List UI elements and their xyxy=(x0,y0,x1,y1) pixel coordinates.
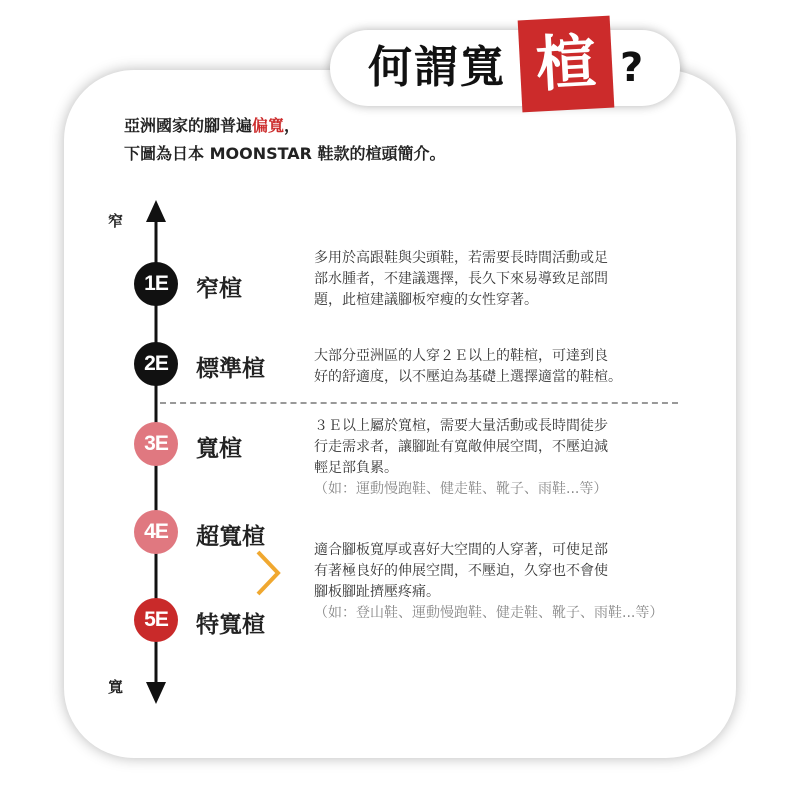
badge-3e: 3E xyxy=(134,422,178,466)
description-line: 大部分亞洲區的人穿２Ｅ以上的鞋楦，可達到良 xyxy=(314,348,608,364)
description-line: 腳板腳趾擠壓疼痛。 xyxy=(314,584,440,600)
page-title: 何謂寬 xyxy=(368,42,506,93)
title-question-mark: ? xyxy=(620,45,644,91)
badge-5e: 5E xyxy=(134,598,178,642)
description-1e xyxy=(314,248,674,311)
description-line: 題，此楦建議腳板窄瘦的女性穿著。 xyxy=(314,292,538,308)
intro-line1-suffix: ， xyxy=(284,116,301,135)
width-name-5e: 特寬楦 xyxy=(196,612,265,638)
width-name-2e: 標準楦 xyxy=(196,356,265,382)
intro-highlight: 偏寬 xyxy=(252,116,285,135)
badge-4e: 4E xyxy=(134,510,178,554)
badge-2e: 2E xyxy=(134,342,178,386)
axis-bottom-label: 寬 xyxy=(108,678,124,696)
description-line: 有著極良好的伸展空間，不壓迫，久穿也不會使 xyxy=(314,563,608,579)
width-name-4e: 超寬楦 xyxy=(196,524,265,550)
description-line: 部水腫者，不建議選擇，長久下來易導致足部問 xyxy=(314,271,608,287)
axis-arrow-down-icon xyxy=(146,682,166,704)
description-line: 多用於高跟鞋與尖頭鞋，若需要長時間活動或足 xyxy=(314,250,608,266)
description-3e xyxy=(314,416,674,500)
description-line: ３Ｅ以上屬於寬楦，需要大量活動或長時間徒步 xyxy=(314,418,608,434)
description-line: 好的舒適度，以不壓迫為基礎上選擇適當的鞋楦。 xyxy=(314,369,622,385)
divider-dashed xyxy=(160,402,678,404)
description-2e xyxy=(314,346,674,388)
description-example: （如：運動慢跑鞋、健走鞋、靴子、雨鞋...等） xyxy=(314,481,608,497)
chevron-right-icon xyxy=(254,548,284,598)
axis-arrow-up-icon xyxy=(146,200,166,222)
description-example: （如：登山鞋、運動慢跑鞋、健走鞋、靴子、雨鞋...等） xyxy=(314,605,664,621)
description-4e-5e xyxy=(314,540,674,624)
axis-top-label: 窄 xyxy=(108,212,124,230)
width-name-3e: 寬楦 xyxy=(196,436,242,462)
intro-line1-prefix: 亞洲國家的腳普遍 xyxy=(124,116,253,135)
badge-1e: 1E xyxy=(134,262,178,306)
title-highlight-box: 楦 xyxy=(518,16,615,113)
description-line: 行走需求者，讓腳趾有寬敞伸展空間，不壓迫減 xyxy=(314,439,608,455)
description-line: 適合腳板寬厚或喜好大空間的人穿著，可使足部 xyxy=(314,542,608,558)
width-name-1e: 窄楦 xyxy=(196,276,242,302)
description-line: 輕足部負累。 xyxy=(314,460,398,476)
intro-line2: 下圖為日本 MOONSTAR 鞋款的楦頭簡介。 xyxy=(124,144,446,163)
